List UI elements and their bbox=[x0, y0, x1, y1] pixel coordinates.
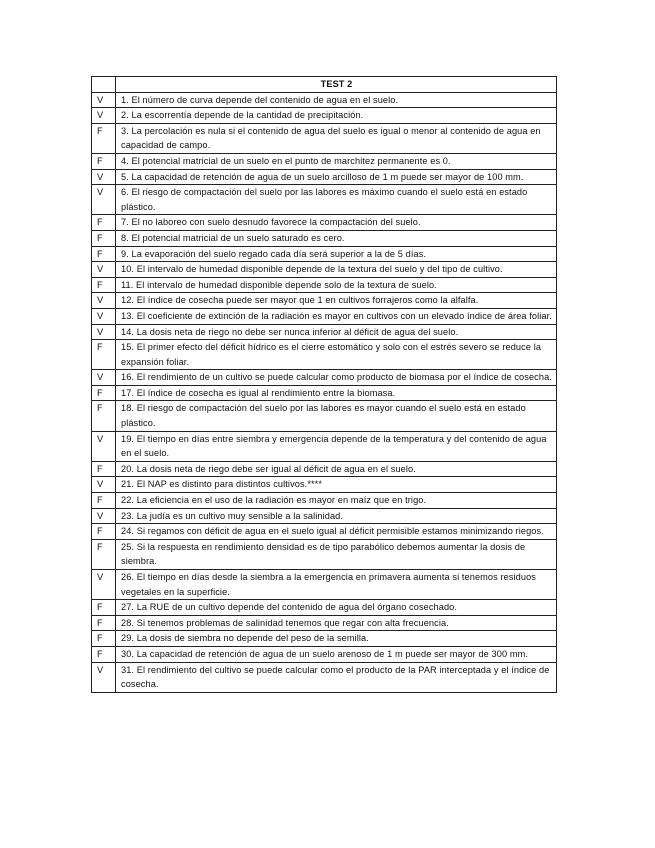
statement-cell: 22. La eficiencia en el uso de la radiación es mayor en maíz que en trigo. bbox=[116, 493, 557, 509]
answer-cell: V bbox=[92, 570, 116, 600]
table-row bbox=[92, 215, 557, 231]
table-row bbox=[92, 92, 557, 108]
table-row bbox=[92, 615, 557, 631]
table-row bbox=[92, 277, 557, 293]
statement-cell: 4. El potencial matricial de un suelo en el punto de marchitez permanente es 0. bbox=[116, 153, 557, 169]
table-row bbox=[92, 524, 557, 540]
answer-cell: V bbox=[92, 185, 116, 215]
statement-cell: 21. El NAP es distinto para distintos cultivos.**** bbox=[116, 477, 557, 493]
statement-cell: 3. La percolación es nula si el contenido de agua del suelo es igual o menor al contenido de agua en capacidad de campo. bbox=[116, 123, 557, 153]
statement-cell: 29. La dosis de siembra no depende del peso de la semilla. bbox=[116, 631, 557, 647]
answer-cell: F bbox=[92, 493, 116, 509]
statement-cell: 19. El tiempo en días entre siembra y emergencia depende de la temperatura y del contenido de agua en el suelo. bbox=[116, 431, 557, 461]
answer-cell: F bbox=[92, 524, 116, 540]
statement-cell: 26. El tiempo en días desde la siembra a la emergencia en primavera aumenta si tenemos residuos vegetales en la superficie. bbox=[116, 570, 557, 600]
statement-cell: 30. La capacidad de retención de agua de un suelo arenoso de 1 m puede ser mayor de 300 mm. bbox=[116, 646, 557, 662]
statement-cell: 31. El rendimiento del cultivo se puede calcular como el producto de la PAR interceptada y el índice de cosecha. bbox=[116, 662, 557, 692]
answer-cell: V bbox=[92, 324, 116, 340]
table-row bbox=[92, 293, 557, 309]
table-row bbox=[92, 631, 557, 647]
statement-cell: 14. La dosis neta de riego no debe ser nunca inferior al déficit de agua del suelo. bbox=[116, 324, 557, 340]
answer-cell: F bbox=[92, 123, 116, 153]
statement-cell: 25. Si la respuesta en rendimiento densidad es de tipo parabólico debemos aumentar la dosis de siembra. bbox=[116, 539, 557, 569]
statement-cell: 12. El índice de cosecha puede ser mayor que 1 en cultivos forrajeros como la alfalfa. bbox=[116, 293, 557, 309]
table-row bbox=[92, 370, 557, 386]
answer-cell: V bbox=[92, 308, 116, 324]
statement-cell: 20. La dosis neta de riego debe ser igual al déficit de agua en el suelo. bbox=[116, 461, 557, 477]
statement-cell: 27. La RUE de un cultivo depende del contenido de agua del órgano cosechado. bbox=[116, 600, 557, 616]
answer-cell: V bbox=[92, 293, 116, 309]
answer-cell: V bbox=[92, 431, 116, 461]
table-row bbox=[92, 153, 557, 169]
table-row bbox=[92, 340, 557, 370]
statement-cell: 24. Si regamos con déficit de agua en el suelo igual al déficit permisible estamos minimizando riegos. bbox=[116, 524, 557, 540]
answer-cell: F bbox=[92, 615, 116, 631]
statement-cell: 7. El no laboreo con suelo desnudo favorece la compactación del suelo. bbox=[116, 215, 557, 231]
answer-cell: F bbox=[92, 461, 116, 477]
table-row bbox=[92, 108, 557, 124]
answer-cell: V bbox=[92, 370, 116, 386]
answer-cell: F bbox=[92, 277, 116, 293]
answer-cell: F bbox=[92, 340, 116, 370]
answer-cell: F bbox=[92, 631, 116, 647]
answer-cell: V bbox=[92, 108, 116, 124]
statement-cell: 5. La capacidad de retención de agua de un suelo arcilloso de 1 m puede ser mayor de 100 mm. bbox=[116, 169, 557, 185]
table-row bbox=[92, 646, 557, 662]
table-row bbox=[92, 324, 557, 340]
statement-cell: 18. El riesgo de compactación del suelo por las labores es mayor cuando el suelo está en estado plástico. bbox=[116, 401, 557, 431]
answer-cell: F bbox=[92, 401, 116, 431]
table-row bbox=[92, 385, 557, 401]
statement-cell: 15. El primer efecto del déficit hídrico es el cierre estomático y solo con el estrés severo se reduce la expansión foliar. bbox=[116, 340, 557, 370]
table-header-row bbox=[92, 77, 557, 93]
table-row bbox=[92, 539, 557, 569]
answer-cell: V bbox=[92, 92, 116, 108]
table-row bbox=[92, 600, 557, 616]
statement-cell: 2. La escorrentía depende de la cantidad de precipitación. bbox=[116, 108, 557, 124]
statement-cell: 8. El potencial matricial de un suelo saturado es cero. bbox=[116, 230, 557, 246]
table-row bbox=[92, 246, 557, 262]
test-table bbox=[91, 76, 557, 693]
table-row bbox=[92, 461, 557, 477]
table-row bbox=[92, 308, 557, 324]
table-row bbox=[92, 477, 557, 493]
table-row bbox=[92, 185, 557, 215]
answer-cell: F bbox=[92, 230, 116, 246]
statement-cell: 28. Si tenemos problemas de salinidad tenemos que regar con alta frecuencia. bbox=[116, 615, 557, 631]
answer-cell: F bbox=[92, 385, 116, 401]
statement-cell: 11. El intervalo de humedad disponible depende solo de la textura de suelo. bbox=[116, 277, 557, 293]
header-blank-cell bbox=[92, 77, 116, 93]
statement-cell: 10. El intervalo de humedad disponible depende de la textura del suelo y del tipo de cultivo. bbox=[116, 262, 557, 278]
table-row bbox=[92, 262, 557, 278]
statement-cell: 9. La evaporación del suelo regado cada día será superior a la de 5 días. bbox=[116, 246, 557, 262]
table-row bbox=[92, 123, 557, 153]
statement-cell: 16. El rendimiento de un cultivo se puede calcular como producto de biomasa por el índice de cosecha. bbox=[116, 370, 557, 386]
statement-cell: 1. El número de curva depende del contenido de agua en el suelo. bbox=[116, 92, 557, 108]
answer-cell: V bbox=[92, 662, 116, 692]
table-row bbox=[92, 401, 557, 431]
table-row bbox=[92, 230, 557, 246]
answer-cell: F bbox=[92, 246, 116, 262]
statement-cell: 6. El riesgo de compactación del suelo por las labores es máximo cuando el suelo está en estado plástico. bbox=[116, 185, 557, 215]
test-title: TEST 2 bbox=[116, 77, 557, 93]
table-row bbox=[92, 570, 557, 600]
table-row bbox=[92, 431, 557, 461]
table-row bbox=[92, 169, 557, 185]
table-body bbox=[92, 92, 557, 692]
answer-cell: F bbox=[92, 646, 116, 662]
answer-cell: F bbox=[92, 153, 116, 169]
answer-cell: V bbox=[92, 477, 116, 493]
table-row bbox=[92, 493, 557, 509]
answer-cell: V bbox=[92, 169, 116, 185]
answer-cell: V bbox=[92, 508, 116, 524]
answer-cell: F bbox=[92, 539, 116, 569]
statement-cell: 13. El coeficiente de extinción de la radiación es mayor en cultivos con un elevado índice de área foliar. bbox=[116, 308, 557, 324]
table-row bbox=[92, 508, 557, 524]
statement-cell: 23. La judía es un cultivo muy sensible a la salinidad. bbox=[116, 508, 557, 524]
answer-cell: F bbox=[92, 215, 116, 231]
answer-cell: V bbox=[92, 262, 116, 278]
statement-cell: 17. El índice de cosecha es igual al rendimiento entre la biomasa. bbox=[116, 385, 557, 401]
answer-cell: F bbox=[92, 600, 116, 616]
table-row bbox=[92, 662, 557, 692]
